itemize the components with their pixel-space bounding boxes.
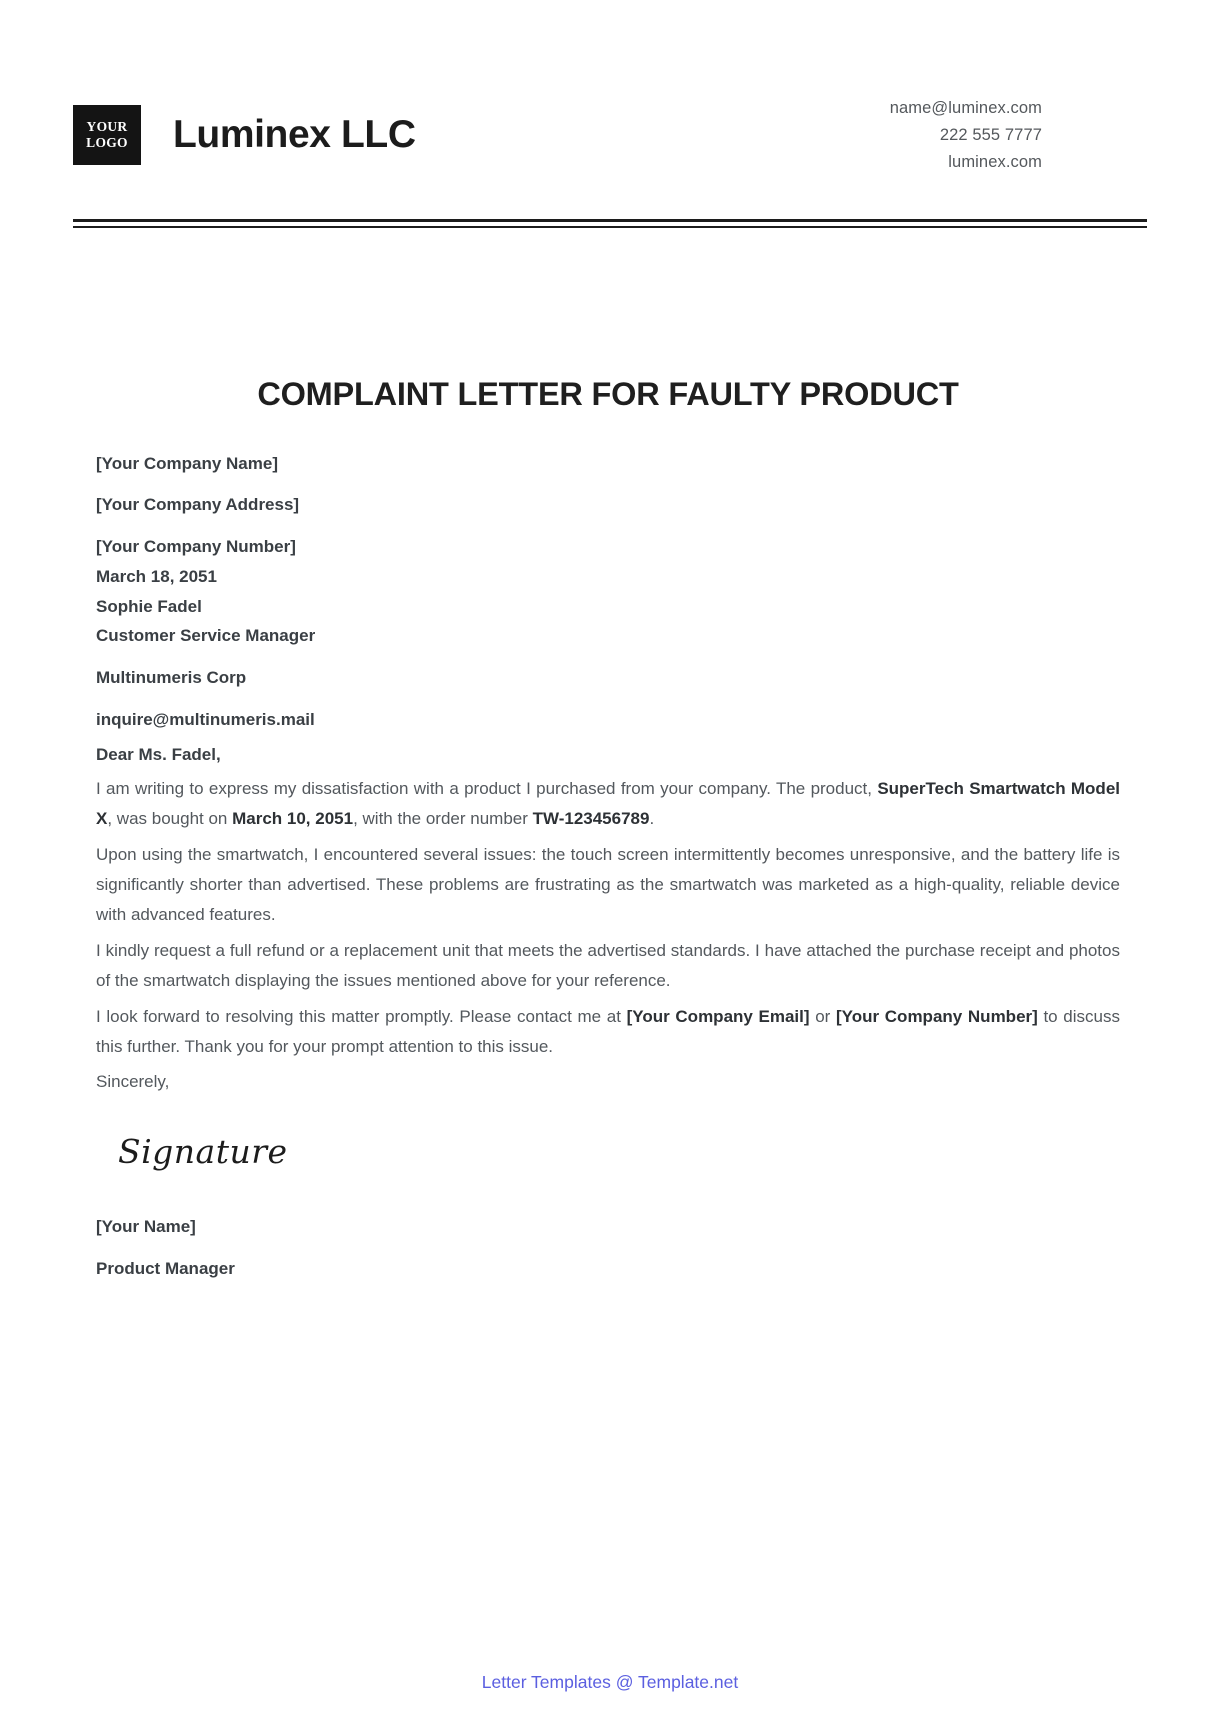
divider-line-thin [73,226,1147,228]
recipient-company: Multinumeris Corp [96,668,247,688]
sender-company-number: [Your Company Number] [96,537,296,557]
your-logo-placeholder-icon [73,105,141,165]
header-divider [73,219,1147,228]
closing-block [96,1217,1120,1279]
recipient-email: inquire@multinumeris.mail [96,709,315,729]
order-number: TW-123456789 [532,809,650,829]
signature-image: Signature [118,1131,288,1171]
footer-separator: @ [615,1672,634,1692]
company-name: Luminex LLC [173,113,416,157]
signer-title: Product Manager [96,1258,235,1278]
letterhead [0,0,1220,176]
body-paragraph-3: I kindly request a full refund or a replacement unit that meets the advertised standards. I have attached the purchase receipt and photos of the smartwatch displaying the issues mentioned above for your reference. [96,940,1120,991]
body-paragraph-2: Upon using the smartwatch, I encountered several issues: the touch screen intermittently becomes unresponsive, and the battery life is significantly shorter than advertised. These problems are frustrating as the smartwatch was marketed as a high-quality, reliable device with advanced features. [96,844,1120,925]
sender-company-address: [Your Company Address] [96,495,300,515]
brand-block [73,105,416,165]
para1-segment-2: , was bought on [107,809,233,829]
product-name: SuperTech Smartwatch Model X [96,778,1120,829]
logo-line-1: YOUR [86,118,128,134]
letter-date: March 18, 2051 [96,566,217,586]
signer-name: [Your Name] [96,1216,196,1236]
para4-segment-1: I look forward to resolving this matter promptly. Please contact me at [96,1006,627,1026]
footer-letter-templates-link[interactable]: Letter Templates [481,1672,611,1692]
body-paragraph-1 [96,774,1120,835]
sender-address-block [96,453,1120,731]
para1-segment-4: . [649,809,655,829]
recipient-title: Customer Service Manager [96,626,316,646]
contact-phone: 222 555 7777 [939,125,1042,144]
company-number-placeholder: [Your Company Number] [836,1006,1038,1026]
logo-line-2: LOGO [86,135,128,151]
footer [0,1672,1220,1693]
signoff: Sincerely, [96,1072,170,1092]
sender-company-name: [Your Company Name] [96,453,278,473]
contact-website: luminex.com [948,152,1042,171]
letter-content [0,376,1220,1279]
recipient-name: Sophie Fadel [96,596,202,616]
contact-info [890,95,1042,176]
para1-segment-1: I am writing to express my dissatisfaction with a product I purchased from your company. The product, [96,778,878,798]
salutation: Dear Ms. Fadel, [96,744,221,764]
para4-segment-2: or [809,1006,836,1026]
page-title: COMPLAINT LETTER FOR FAULTY PRODUCT [257,375,959,412]
company-email-placeholder: [Your Company Email] [626,1006,810,1026]
footer-template-net-link[interactable]: Template.net [638,1672,739,1692]
purchase-date: March 10, 2051 [232,809,354,829]
contact-email: name@luminex.com [889,99,1042,117]
para1-segment-3: , with the order number [353,809,533,829]
body-paragraph-4 [96,1002,1120,1063]
para4-segment-3: to discuss this further. Thank you for your prompt attention to this issue. [96,1006,1120,1057]
